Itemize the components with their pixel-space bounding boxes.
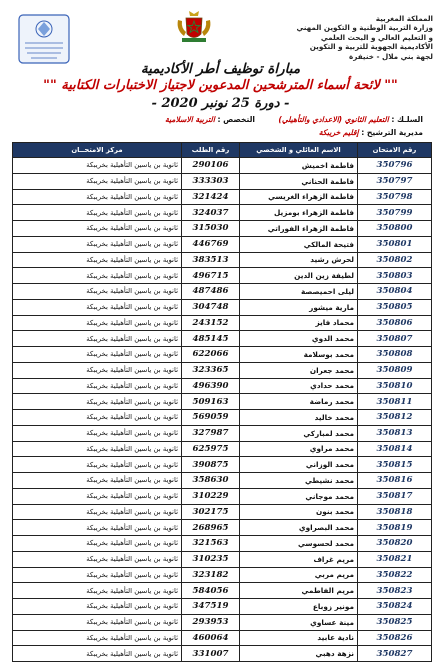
request-number-cell: 358630 [182,473,240,489]
exam-center-cell: ثانوية بن ياسين التأهيلية بخريبكة [13,646,182,662]
exam-center-cell: ثانوية بن ياسين التأهيلية بخريبكة [13,599,182,615]
exam-center-cell: ثانوية بن ياسين التأهيلية بخريبكة [13,362,182,378]
exam-number-cell: 350806 [358,315,432,331]
full-name-cell: لطيفة زين الدين [240,268,358,284]
column-header-exam-center: مركز الامتحــان [13,143,182,158]
exam-center-cell: ثانوية بن ياسين التأهيلية بخريبكة [13,252,182,268]
exam-center-cell: ثانوية بن ياسين التأهيلية بخريبكة [13,158,182,174]
candidates-table [12,142,432,662]
full-name-cell: محمد خاليد [240,410,358,426]
exam-number-cell: 350814 [358,441,432,457]
full-name-cell: مريم مربي [240,567,358,583]
exam-number-cell: 350799 [358,205,432,221]
table-row [13,394,432,410]
request-number-cell: 487486 [182,284,240,300]
exam-center-cell: ثانوية بن ياسين التأهيلية بخريبكة [13,189,182,205]
table-row [13,504,432,520]
full-name-cell: محمد جعران [240,362,358,378]
request-number-cell: 569059 [182,410,240,426]
exam-center-cell: ثانوية بن ياسين التأهيلية بخريبكة [13,567,182,583]
table-row [13,284,432,300]
request-number-cell: 333303 [182,173,240,189]
table-row [13,173,432,189]
request-number-cell: 327987 [182,425,240,441]
request-number-cell: 310229 [182,488,240,504]
request-number-cell: 331007 [182,646,240,662]
exam-number-cell: 350810 [358,378,432,394]
exam-center-cell: ثانوية بن ياسين التأهيلية بخريبكة [13,630,182,646]
exam-number-cell: 350807 [358,331,432,347]
table-body [13,158,432,662]
table-row [13,268,432,284]
table-row [13,236,432,252]
exam-center-cell: ثانوية بن ياسين التأهيلية بخريبكة [13,614,182,630]
request-number-cell: 323182 [182,567,240,583]
exam-number-cell: 350800 [358,221,432,237]
column-header-request-number: رقم الطلب [182,143,240,158]
exam-number-cell: 350826 [358,630,432,646]
ministry-header-block [283,14,433,61]
request-number-cell: 584056 [182,583,240,599]
exam-center-cell: ثانوية بن ياسين التأهيلية بخريبكة [13,378,182,394]
request-number-cell: 383513 [182,252,240,268]
cycle-value: التعليم الثانوي (الاعدادي والتأهيلي) [278,115,389,124]
exam-number-cell: 350817 [358,488,432,504]
table-row [13,347,432,363]
exam-number-cell: 350808 [358,347,432,363]
table-row [13,614,432,630]
full-name-cell: فاطمة الحناني [240,173,358,189]
ministry-line: لجهة بني ملال - خنيفرة [349,51,433,61]
full-name-cell: محمد لمباركي [240,425,358,441]
table-row [13,252,432,268]
exam-center-cell: ثانوية بن ياسين التأهيلية بخريبكة [13,441,182,457]
session-date: - دورة 25 نونبر 2020 - [151,96,290,111]
exam-center-cell: ثانوية بن ياسين التأهيلية بخريبكة [13,457,182,473]
table-row [13,457,432,473]
full-name-cell: محمد البصراوي [240,520,358,536]
full-name-cell: مريم غراف [240,551,358,567]
exam-number-cell: 350827 [358,646,432,662]
document-subtitle: "" لائحة أسماء المترشحين المدعوين لاجتياز الاختبارات الكتابية "" [43,78,398,93]
exam-center-cell: ثانوية بن ياسين التأهيلية بخريبكة [13,410,182,426]
table-row [13,189,432,205]
exam-center-cell: ثانوية بن ياسين التأهيلية بخريبكة [13,583,182,599]
full-name-cell: لحرش رشيد [240,252,358,268]
table-row [13,473,432,489]
exam-center-cell: ثانوية بن ياسين التأهيلية بخريبكة [13,236,182,252]
exam-center-cell: ثانوية بن ياسين التأهيلية بخريبكة [13,331,182,347]
directorate-label: مديرية الترشيح : [361,128,423,137]
exam-number-cell: 350816 [358,473,432,489]
exam-number-cell: 350801 [358,236,432,252]
request-number-cell: 509163 [182,394,240,410]
exam-number-cell: 350825 [358,614,432,630]
full-name-cell: مينة عساوي [240,614,358,630]
request-number-cell: 485145 [182,331,240,347]
full-name-cell: محمد مراوي [240,441,358,457]
exam-number-cell: 350802 [358,252,432,268]
request-number-cell: 290106 [182,158,240,174]
full-name-cell: محمد الدوي [240,331,358,347]
request-number-cell: 625975 [182,441,240,457]
exam-center-cell: ثانوية بن ياسين التأهيلية بخريبكة [13,488,182,504]
exam-number-cell: 350812 [358,410,432,426]
specialty-label: التخصص : [217,115,256,124]
cycle-specialty-line [165,115,423,124]
exam-number-cell: 350819 [358,520,432,536]
full-name-cell: مارية ميشور [240,299,358,315]
exam-center-cell: ثانوية بن ياسين التأهيلية بخريبكة [13,536,182,552]
exam-center-cell: ثانوية بن ياسين التأهيلية بخريبكة [13,205,182,221]
exam-center-cell: ثانوية بن ياسين التأهيلية بخريبكة [13,551,182,567]
full-name-cell: فاطمة الزهراء الغريسي [240,189,358,205]
table-row [13,362,432,378]
exam-number-cell: 350798 [358,189,432,205]
table-row [13,299,432,315]
request-number-cell: 496715 [182,268,240,284]
table-row [13,410,432,426]
request-number-cell: 310235 [182,551,240,567]
request-number-cell: 390875 [182,457,240,473]
exam-number-cell: 350824 [358,599,432,615]
table-row [13,646,432,662]
table-row [13,315,432,331]
table-row [13,630,432,646]
request-number-cell: 622066 [182,347,240,363]
exam-number-cell: 350821 [358,551,432,567]
table-header-row [13,143,432,158]
exam-number-cell: 350822 [358,567,432,583]
table-row [13,425,432,441]
column-header-exam-number: رقم الامتحان [358,143,432,158]
full-name-cell: محمد حدادي [240,378,358,394]
exam-number-cell: 350811 [358,394,432,410]
exam-number-cell: 350820 [358,536,432,552]
full-name-cell: محمد رماضة [240,394,358,410]
full-name-cell: محمد بنون [240,504,358,520]
column-header-full-name: الاسم العائلي و الشخصي [240,143,358,158]
exam-center-cell: ثانوية بن ياسين التأهيلية بخريبكة [13,268,182,284]
full-name-cell: محمد بوسلامة [240,347,358,363]
exam-center-cell: ثانوية بن ياسين التأهيلية بخريبكة [13,299,182,315]
table-row [13,551,432,567]
table-row [13,331,432,347]
ministry-stamp-icon [17,13,71,65]
table-row [13,378,432,394]
ministry-line: و التعليم العالي و البحث العلمي [320,32,433,42]
request-number-cell: 321563 [182,536,240,552]
table-row [13,221,432,237]
full-name-cell: فاطمة الزهراء بومزيل [240,205,358,221]
full-name-cell: محمد لحسوسي [240,536,358,552]
directorate-line [319,128,423,137]
exam-number-cell: 350809 [358,362,432,378]
request-number-cell: 268965 [182,520,240,536]
exam-center-cell: ثانوية بن ياسين التأهيلية بخريبكة [13,520,182,536]
exam-number-cell: 350805 [358,299,432,315]
full-name-cell: مريم الفاطمي [240,583,358,599]
exam-center-cell: ثانوية بن ياسين التأهيلية بخريبكة [13,315,182,331]
exam-center-cell: ثانوية بن ياسين التأهيلية بخريبكة [13,284,182,300]
table-row [13,205,432,221]
full-name-cell: ليلى احميصصة [240,284,358,300]
directorate-value: إقليم خريبكة [318,128,359,137]
full-name-cell: فتيحة المالكي [240,236,358,252]
request-number-cell: 293953 [182,614,240,630]
exam-number-cell: 350804 [358,284,432,300]
exam-number-cell: 350803 [358,268,432,284]
request-number-cell: 315030 [182,221,240,237]
full-name-cell: فاطمة الزهراء الفوراتي [240,221,358,237]
full-name-cell: محماد فايز [240,315,358,331]
request-number-cell: 321424 [182,189,240,205]
table-row [13,599,432,615]
table-row [13,583,432,599]
exam-center-cell: ثانوية بن ياسين التأهيلية بخريبكة [13,473,182,489]
full-name-cell: نادية عابيد [240,630,358,646]
exam-center-cell: ثانوية بن ياسين التأهيلية بخريبكة [13,425,182,441]
request-number-cell: 496390 [182,378,240,394]
full-name-cell: محمد نشيطي [240,473,358,489]
request-number-cell: 304748 [182,299,240,315]
full-name-cell: مونير زوباع [240,599,358,615]
document-header [0,0,441,140]
exam-center-cell: ثانوية بن ياسين التأهيلية بخريبكة [13,221,182,237]
request-number-cell: 302175 [182,504,240,520]
ministry-line: الأكاديمية الجهوية للتربية و التكوين [309,42,433,52]
exam-number-cell: 350823 [358,583,432,599]
ministry-line: المملكة المغربية [375,14,433,23]
cycle-label: السلـك : [391,115,423,124]
table-row [13,441,432,457]
exam-number-cell: 350797 [358,173,432,189]
table-row [13,567,432,583]
table-row [13,536,432,552]
exam-number-cell: 350818 [358,504,432,520]
document-title: مباراة توظيف أطر الأكاديمية [140,61,301,77]
coat-of-arms-icon [175,10,213,44]
table-row [13,488,432,504]
request-number-cell: 446769 [182,236,240,252]
full-name-cell: فاطمة اخميش [240,158,358,174]
request-number-cell: 460064 [182,630,240,646]
full-name-cell: محمد موجاني [240,488,358,504]
request-number-cell: 347519 [182,599,240,615]
request-number-cell: 324037 [182,205,240,221]
specialty-value: التربية الاسلامية [165,115,215,124]
full-name-cell: نزهة دهبي [240,646,358,662]
exam-center-cell: ثانوية بن ياسين التأهيلية بخريبكة [13,394,182,410]
table-row [13,158,432,174]
table-row [13,520,432,536]
request-number-cell: 243152 [182,315,240,331]
exam-number-cell: 350796 [358,158,432,174]
full-name-cell: محمد الوزاني [240,457,358,473]
request-number-cell: 323365 [182,362,240,378]
exam-number-cell: 350815 [358,457,432,473]
exam-number-cell: 350813 [358,425,432,441]
exam-center-cell: ثانوية بن ياسين التأهيلية بخريبكة [13,347,182,363]
exam-center-cell: ثانوية بن ياسين التأهيلية بخريبكة [13,173,182,189]
ministry-line: وزارة التربية الوطنية و التكوين المهني [296,23,433,33]
exam-center-cell: ثانوية بن ياسين التأهيلية بخريبكة [13,504,182,520]
